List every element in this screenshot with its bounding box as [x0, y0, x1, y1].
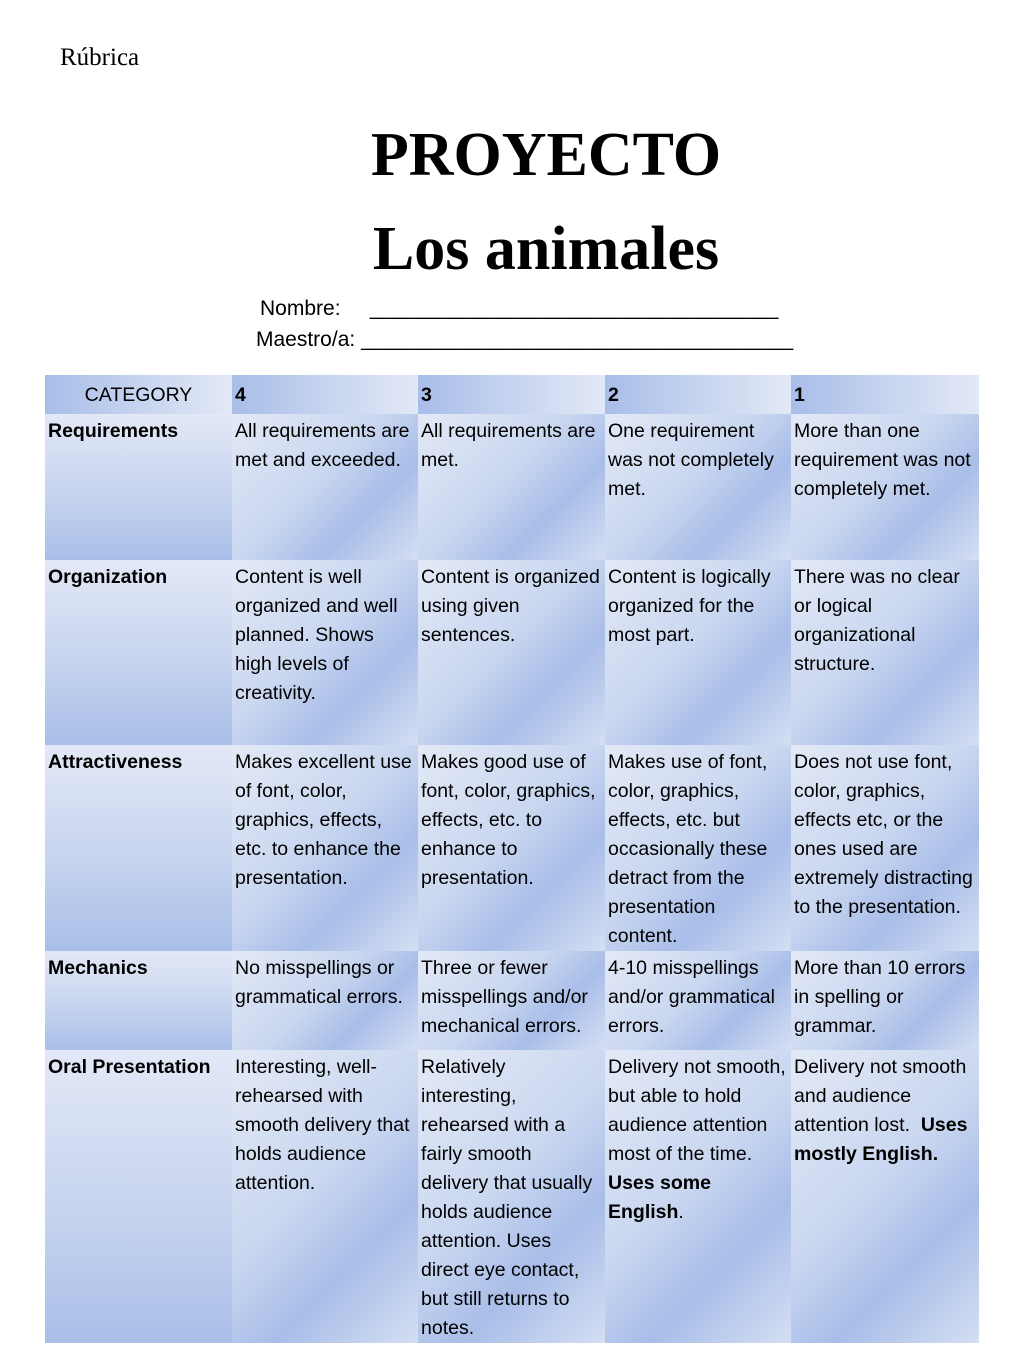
table-cell: Does not use font, color, graphics, effects etc, or the ones used are extremely distracting to the presentation.: [791, 745, 979, 951]
table-cell: More than one requirement was not completely met.: [791, 414, 979, 560]
nombre-field: [260, 297, 779, 321]
table-cell: Content is logically organized for the most part.: [605, 560, 791, 745]
row-category: Organization: [45, 560, 232, 745]
table-header-row: [45, 375, 979, 414]
maestro-blank: _____________________________________: [361, 328, 794, 351]
table-cell: There was no clear or logical organizational structure.: [791, 560, 979, 745]
table-cell: [791, 1050, 979, 1343]
table-cell: Makes use of font, color, graphics, effects, etc. but occasionally these detract from the presentation content.: [605, 745, 791, 951]
table-row: [45, 951, 979, 1050]
table-cell: Content is organized using given sentences.: [418, 560, 605, 745]
header-score-3: 3: [418, 375, 605, 414]
table-cell: More than 10 errors in spelling or grammar.: [791, 951, 979, 1050]
row-category: Oral Presentation: [45, 1050, 232, 1343]
table-row: [45, 745, 979, 951]
table-row: [45, 414, 979, 560]
page-subtitle: Los animales: [372, 215, 720, 283]
table-cell: No misspellings or grammatical errors.: [232, 951, 418, 1050]
table-cell: 4-10 misspellings and/or grammatical errors.: [605, 951, 791, 1050]
table-cell: Relatively interesting, rehearsed with a fairly smooth delivery that usually holds audience attention. Uses direct eye contact, but still returns to notes.: [418, 1050, 605, 1343]
table-cell: Interesting, well-rehearsed with smooth delivery that holds audience attention.: [232, 1050, 418, 1343]
row-category: Mechanics: [45, 951, 232, 1050]
table-cell: Makes good use of font, color, graphics, effects, etc. to enhance to presentation.: [418, 745, 605, 951]
maestro-label: Maestro/a:: [256, 328, 356, 351]
cell-text: Delivery not smooth and audience attention lost.: [794, 1056, 967, 1136]
cell-emphasis: Uses some English: [608, 1172, 711, 1223]
table-row: [45, 1050, 979, 1343]
rubric-table: [45, 375, 979, 1343]
row-category: Requirements: [45, 414, 232, 560]
table-row: [45, 560, 979, 745]
table-cell: One requirement was not completely met.: [605, 414, 791, 560]
header-label: Rúbrica: [60, 44, 140, 71]
nombre-blank: ___________________________________: [369, 297, 779, 320]
nombre-label: Nombre:: [260, 297, 341, 320]
cell-text: Delivery not smooth, but able to hold audience attention most of the time.: [608, 1056, 786, 1165]
header-category: CATEGORY: [45, 375, 232, 414]
page-title: PROYECTO: [370, 121, 722, 189]
table-cell: Three or fewer misspellings and/or mechanical errors.: [418, 951, 605, 1050]
table-cell: [605, 1050, 791, 1343]
cell-emphasis: Uses mostly English.: [794, 1114, 968, 1165]
header-score-4: 4: [232, 375, 418, 414]
header-score-2: 2: [605, 375, 791, 414]
maestro-field: [256, 328, 793, 352]
table-cell: Content is well organized and well planned. Shows high levels of creativity.: [232, 560, 418, 745]
row-category: Attractiveness: [45, 745, 232, 951]
table-cell: All requirements are met and exceeded.: [232, 414, 418, 560]
table-cell: All requirements are met.: [418, 414, 605, 560]
cell-emphasis-suffix: .: [678, 1201, 684, 1223]
header-score-1: 1: [791, 375, 979, 414]
table-cell: Makes excellent use of font, color, graphics, effects, etc. to enhance the presentation.: [232, 745, 418, 951]
